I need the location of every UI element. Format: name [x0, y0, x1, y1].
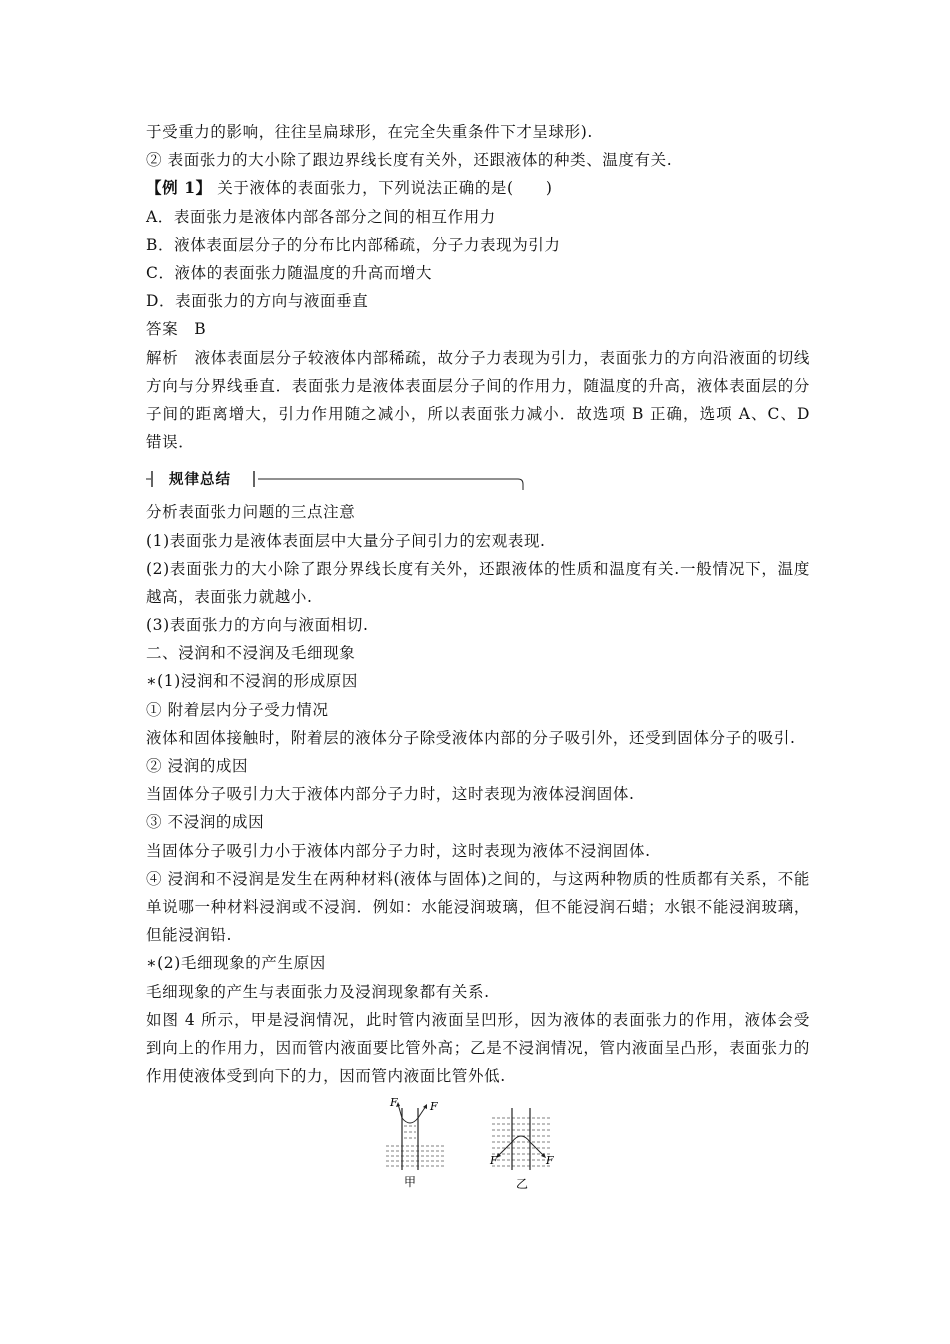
- item1-text: 液体和固体接触时，附着层的液体分子除受液体内部的分子吸引外，还受到固体分子的吸引.: [146, 728, 796, 747]
- capillary-diagram: [374, 1096, 574, 1206]
- example-answer: 答案 B: [146, 320, 207, 339]
- option-d: D．表面张力的方向与液面垂直: [146, 292, 369, 311]
- summary-header: [146, 466, 524, 496]
- section2-sub2: ∗(2)毛细现象的产生原因: [146, 954, 326, 973]
- example-tag: 【例 1】: [146, 178, 212, 198]
- option-a: A．表面张力是液体内部各部分之间的相互作用力: [146, 207, 496, 226]
- item3-title: ③ 不浸润的成因: [146, 813, 265, 832]
- summary-title: 规律总结: [169, 472, 231, 489]
- item3-text: 当固体分子吸引力小于液体内部分子力时，这时表现为液体不浸润固体.: [146, 841, 651, 860]
- example-question-text: 关于液体的表面张力，下列说法正确的是( ): [217, 179, 553, 198]
- item1-title: ① 附着层内分子受力情况: [146, 700, 329, 719]
- force-label-2: F: [430, 1100, 438, 1114]
- force-label-3: F: [490, 1154, 498, 1168]
- option-c: C．液体的表面张力随温度的升高而增大: [146, 263, 433, 282]
- option-b: B．液体表面层分子的分布比内部稀疏，分子力表现为引力: [146, 235, 561, 254]
- figure-yi: [489, 1108, 554, 1191]
- figure-description: 如图 4 所示，甲是浸润情况，此时管内液面呈凹形，因为液体的表面张力的作用，液体会受到向上的作用力，因而管内液面要比管外高；乙是不浸润情况，管内液面呈凸形，表面张力的作用使液体受到向下的力，因而管内液面比管外低.: [146, 1010, 810, 1086]
- capillary-figure: [146, 1096, 810, 1206]
- label-yi: 乙: [516, 1177, 529, 1192]
- force-label-1: F: [390, 1096, 398, 1110]
- item4-text: ④ 浸润和不浸润是发生在两种材料(液体与固体)之间的，与这两种物质的性质都有关系，不能单说哪一种材料浸润或不浸润．例如：水能浸润玻璃，但不能浸润石蜡；水银不能浸润玻璃，但能浸润铅.: [146, 869, 810, 945]
- intro-line-1: 于受重力的影响，往往呈扁球形，在完全失重条件下才呈球形).: [146, 123, 593, 141]
- section2-heading: 二、浸润和不浸润及毛细现象: [146, 644, 356, 663]
- figure-jia: [386, 1096, 444, 1189]
- document-page: [146, 118, 810, 1206]
- item2-text: 当固体分子吸引力大于液体内部分子力时，这时表现为液体浸润固体.: [146, 785, 635, 804]
- summary-point-1: (1)表面张力是液体表面层中大量分子间引力的宏观表现.: [146, 531, 546, 550]
- summary-heading: 分析表面张力问题的三点注意: [146, 503, 356, 522]
- intro-line-2: ② 表面张力的大小除了跟边界线长度有关外，还跟液体的种类、温度有关.: [146, 151, 673, 170]
- section2-sub1: ∗(1)浸润和不浸润的形成原因: [146, 672, 358, 691]
- label-jia: 甲: [404, 1175, 417, 1190]
- force-label-4: F: [546, 1154, 554, 1168]
- sub2-text: 毛细现象的产生与表面张力及浸润现象都有关系.: [146, 982, 490, 1001]
- example-question: [146, 174, 810, 202]
- item2-title: ② 浸润的成因: [146, 757, 249, 776]
- summary-point-3: (3)表面张力的方向与液面相切.: [146, 616, 369, 635]
- summary-point-2: (2)表面张力的大小除了跟分界线长度有关外，还跟液体的性质和温度有关.一般情况下，温度越高，表面张力就越小.: [146, 559, 810, 606]
- example-analysis: 解析 液体表面层分子较液体内部稀疏，故分子力表现为引力，表面张力的方向沿液面的切线方向与分界线垂直．表面张力是液体表面层分子间的作用力，随温度的升高，液体表面层的分子间的距离增大，引力作用随之减小，所以表面张力减小．故选项 B 正确，选项 A、C、D 错误．: [146, 348, 810, 452]
